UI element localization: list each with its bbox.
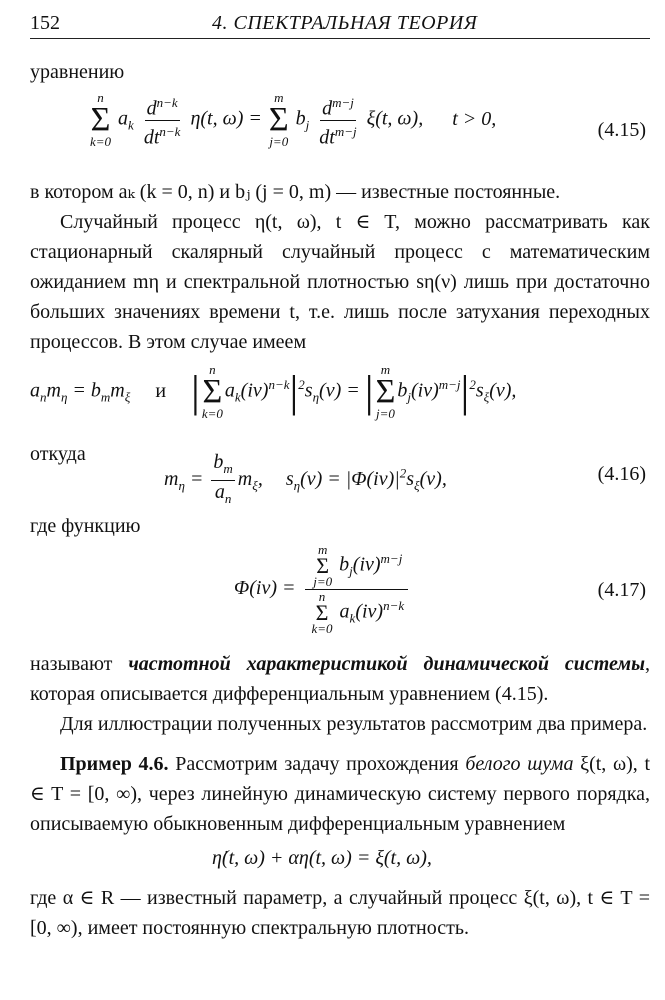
equation-number-4-15: (4.15) xyxy=(597,119,646,141)
paragraph-3: Случайный процесс η(t, ω), t ∈ T, можно рассматривать как стационарный скалярный случайный процесс с математическим ожиданием mη и спектральной плотностью sη(ν) лишь при достаточно больших значениях времени t, т.е. лишь после затухания переходных процессов. В этом случае имеем xyxy=(30,211,650,353)
example-label: Пример 4.6. xyxy=(60,753,169,775)
paragraph-7: Для иллюстрации полученных результатов рассмотрим два примера. xyxy=(60,713,648,735)
equation-ode: η̇(t, ω) + αη(t, ω) = ξ(t, ω), xyxy=(212,847,432,869)
example-text-1: Рассмотрим задачу прохождения xyxy=(175,753,459,775)
term-frequency-response: частотной характеристикой динамической системы xyxy=(128,653,646,675)
p6-before: называют xyxy=(30,653,113,675)
page-header xyxy=(30,12,650,39)
equation-4-16: $m_\eta$ = $\frac{b_m}{a_n}$ $m_\xi$, $s_\eta(\nu) = |\Phi(i\nu)|^2s_\xi(\nu)$, (4.16) xyxy=(164,451,646,506)
paragraph-8: где α ∈ R — известный параметр, а случайный процесс ξ(t, ω), t ∈ T = [0, ∞), имеет постоянную спектральную плотность. xyxy=(30,887,650,939)
equation-number-4-17: (4.17) xyxy=(597,579,646,601)
paragraph-5: где функцию xyxy=(30,515,141,537)
paragraph-1: уравнению xyxy=(30,61,125,83)
chapter-title: 4. СПЕКТРАЛЬНАЯ ТЕОРИЯ xyxy=(212,12,478,34)
equation-4-15: n Σ k=0 $a_k$ $\frac{d^{n-k}}{dt^{n-k}}$ η(t, ω) = m Σ j=0 $b_j$ $\frac{d^{m-j}}{dt^{m-j}}$ ξ(t, ω), t > 0, (4.15) xyxy=(90,90,646,149)
eq415-condition: t > 0, xyxy=(452,107,497,130)
p6-after: , которая описывается дифференциальным уравнением (4.15). xyxy=(30,653,651,705)
page xyxy=(30,12,650,943)
page-number: 152 xyxy=(30,12,60,34)
equation-number-4-16: (4.16) xyxy=(597,463,646,485)
example-4-6 xyxy=(30,749,650,839)
paragraph-2: в котором aₖ (k = 0, n) и bⱼ (j = 0, m) — известные постоянные. xyxy=(30,181,561,203)
equation-mean-spectral: $a_nm_\eta = b_mm_\xi$ и | n Σ k=0 $a_k(i\nu)^{n-k}|^2s_\eta(\nu)$ = | m Σ j=0 $b_j(i\nu)^{m-j}|^2s_\xi(\nu)$, xyxy=(30,362,517,421)
example-italic: белого шума xyxy=(465,753,574,775)
paragraph-6 xyxy=(30,649,650,709)
and-word: и xyxy=(155,379,167,402)
paragraph-4: откуда xyxy=(30,443,86,465)
equation-4-17: Φ(iν) = m Σ j=0 $b_j(i\nu)^{m-j}$ n Σ k=0 $a_k(i\nu)^{n-k}$ (4.17) xyxy=(234,542,646,636)
example-text-2: ξ(t, ω), t ∈ T = [0, ∞), через линейную динамическую систему первого порядка, описываемую обыкновенным дифференциальным уравнением xyxy=(30,753,651,835)
